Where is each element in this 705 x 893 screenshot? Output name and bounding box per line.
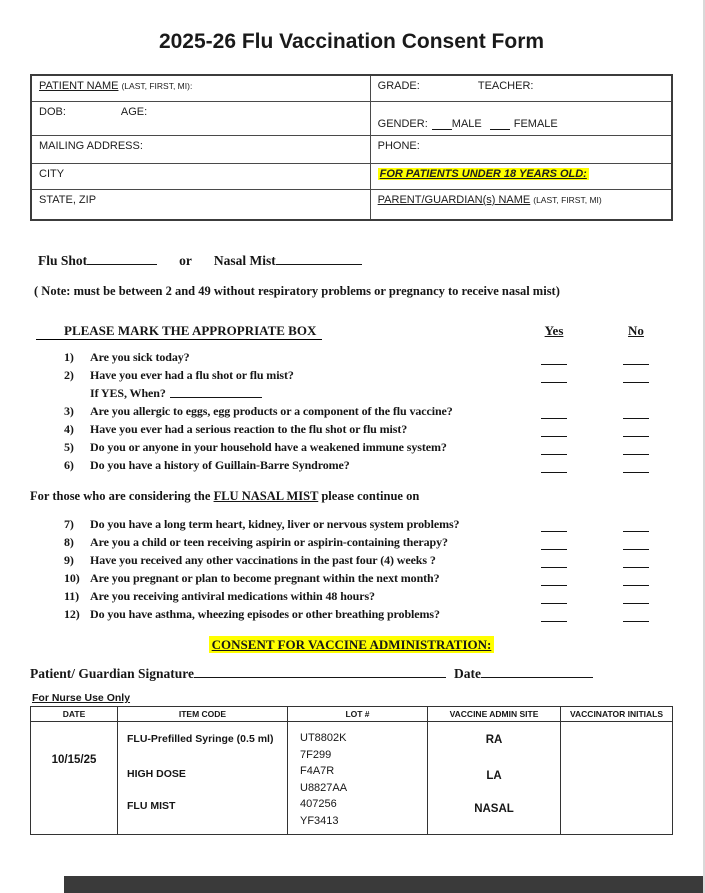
lot-number: UT8802K [300, 732, 347, 744]
yes-blank[interactable] [541, 446, 567, 455]
no-blank[interactable] [623, 428, 649, 437]
question-text: Have you ever had a flu shot or flu mist? [90, 368, 294, 382]
yes-cell [509, 541, 599, 550]
no-cell [599, 523, 673, 532]
signature-label: Patient/ Guardian Signature [30, 666, 195, 681]
question-row [30, 365, 673, 383]
yes-blank[interactable] [541, 428, 567, 437]
nurse-header-item-code: ITEM CODE [118, 707, 288, 722]
question-text: Do you or anyone in your household have a weakened immune system? [90, 440, 447, 454]
city-cell [32, 164, 370, 190]
no-cell [599, 613, 673, 622]
question-number: 10) [64, 571, 80, 585]
question-text: Do you have a history of Guillain-Barre Syndrome? [90, 458, 350, 472]
question-number: 5) [64, 440, 74, 454]
when-blank[interactable] [170, 386, 262, 398]
yes-cell [509, 464, 599, 473]
no-blank[interactable] [623, 577, 649, 586]
question-text: Are you a child or teen receiving aspirin or aspirin-containing therapy? [90, 535, 448, 549]
gender-female-label: FEMALE [513, 118, 558, 130]
yes-cell [509, 428, 599, 437]
no-cell [599, 356, 673, 365]
questions-7-12 [30, 514, 673, 622]
yes-blank[interactable] [541, 577, 567, 586]
teacher-label: TEACHER: [477, 80, 534, 92]
or-label: or [179, 253, 192, 268]
no-blank[interactable] [623, 464, 649, 473]
nurse-date-cell: 10/15/25 [31, 722, 118, 834]
phone-label: PHONE: [377, 140, 420, 152]
no-blank[interactable] [623, 613, 649, 622]
nasal-mist-note: ( Note: must be between 2 and 49 without respiratory problems or pregnancy to receive nasal mist) [34, 284, 560, 298]
nasal-intro-highlight: FLU NASAL MIST [213, 489, 319, 503]
nurse-header-lot: LOT # [288, 707, 428, 722]
yes-blank[interactable] [541, 595, 567, 604]
yes-column-header-wrap [509, 323, 599, 339]
question-number: 11) [64, 589, 80, 603]
question-number: 12) [64, 607, 80, 621]
question-row [30, 514, 673, 532]
under-18-cell [371, 164, 671, 190]
nurse-header-admin-site: VACCINE ADMIN SITE [428, 707, 561, 722]
question-number: 2) [64, 368, 74, 382]
item-code-line: HIGH DOSE [127, 768, 186, 780]
checklist-header-title-wrap [30, 323, 509, 339]
patient-table-left-column [32, 76, 371, 219]
yes-cell [509, 595, 599, 604]
state-zip-label: STATE, ZIP [39, 194, 97, 206]
city-label: CITY [39, 168, 65, 180]
yes-blank[interactable] [541, 410, 567, 419]
question-row [30, 437, 673, 455]
gender-label: GENDER: [377, 118, 428, 130]
signature-line [30, 666, 673, 682]
question-text: Have you ever had a serious reaction to the flu shot or flu mist? [90, 422, 408, 436]
yes-cell [509, 410, 599, 419]
question-sub-row [30, 383, 673, 401]
dob-label: DOB: [39, 106, 66, 118]
under-18-notice: FOR PATIENTS UNDER 18 YEARS OLD: [379, 168, 587, 180]
nurse-use-only-label: For Nurse Use Only [32, 692, 131, 704]
question-text: Are you allergic to eggs, egg products or a component of the flu vaccine? [90, 404, 453, 418]
question-number: 7) [64, 517, 74, 531]
no-cell [599, 559, 673, 568]
no-blank[interactable] [623, 523, 649, 532]
nasal-intro-pre: For those who are considering the [30, 489, 211, 503]
yes-blank[interactable] [541, 541, 567, 550]
patient-info-table [30, 74, 673, 221]
no-cell [599, 464, 673, 473]
question-number: 6) [64, 458, 74, 472]
yes-blank[interactable] [541, 374, 567, 383]
phone-cell [371, 136, 671, 164]
lot-number: F4A7R [300, 765, 335, 777]
question-text: Are you receiving antiviral medications within 48 hours? [90, 589, 375, 603]
yes-cell [509, 374, 599, 383]
yes-cell [509, 613, 599, 622]
nurse-item-code-cell [118, 722, 288, 834]
question-text: Have you received any other vaccinations in the past four (4) weeks ? [90, 553, 436, 567]
mailing-address-cell [32, 136, 370, 164]
grade-teacher-cell [371, 76, 671, 102]
question-number: 4) [64, 422, 74, 436]
no-blank[interactable] [623, 559, 649, 568]
nurse-table [30, 706, 673, 835]
age-label: AGE: [120, 106, 148, 118]
no-cell [599, 428, 673, 437]
question-text-wrap [30, 571, 509, 586]
admin-site: NASAL [474, 803, 514, 815]
question-text: Are you sick today? [90, 350, 190, 364]
nasal-mist-blank[interactable] [276, 253, 362, 265]
signature-blank[interactable] [194, 666, 446, 678]
question-number: 1) [64, 350, 74, 364]
question-row [30, 532, 673, 550]
no-cell [599, 595, 673, 604]
yes-cell [509, 559, 599, 568]
vaccine-choice-line [38, 253, 673, 269]
no-blank[interactable] [623, 541, 649, 550]
question-number: 9) [64, 553, 74, 567]
item-code-line: FLU-Prefilled Syringe (0.5 ml) [127, 733, 274, 745]
state-zip-cell [32, 190, 370, 219]
question-text: Do you have asthma, wheezing episodes or other breathing problems? [90, 607, 440, 621]
nurse-header-vaccinator-initials: VACCINATOR INITIALS [561, 707, 672, 722]
date-blank[interactable] [481, 666, 593, 678]
no-cell [599, 374, 673, 383]
question-text-wrap [30, 535, 509, 550]
yes-column-header: Yes [544, 323, 564, 338]
parent-name-label: PARENT/GUARDIAN(s) NAME [377, 194, 531, 206]
question-text-wrap [30, 422, 509, 437]
nasal-intro-post: please continue on [321, 489, 420, 503]
checklist-header-title: PLEASE MARK THE APPROPRIATE BOX [36, 323, 322, 340]
question-row [30, 401, 673, 419]
no-blank[interactable] [623, 374, 649, 383]
yes-blank[interactable] [541, 559, 567, 568]
flu-shot-blank[interactable] [87, 253, 157, 265]
question-text-wrap [30, 607, 509, 622]
no-cell [599, 410, 673, 419]
question-row [30, 455, 673, 473]
question-text: Do you have a long term heart, kidney, liver or nervous system problems? [90, 517, 460, 531]
patient-table-right-column [371, 76, 671, 219]
gender-cell [371, 102, 671, 136]
question-number: 3) [64, 404, 74, 418]
no-cell [599, 446, 673, 455]
question-row [30, 347, 673, 365]
form-title: 2025-26 Flu Vaccination Consent Form [158, 30, 545, 53]
question-row [30, 586, 673, 604]
patient-name-cell [32, 76, 370, 102]
checklist-header-row [30, 323, 673, 339]
no-column-header-wrap [599, 323, 673, 339]
yes-cell [509, 446, 599, 455]
if-yes-when-wrap [30, 386, 509, 401]
no-cell [599, 577, 673, 586]
patient-name-label: PATIENT NAME [39, 80, 119, 92]
question-row [30, 568, 673, 586]
question-row [30, 604, 673, 622]
nurse-admin-site-cell [428, 722, 561, 834]
scan-artifact-bar [64, 876, 703, 893]
question-text-wrap [30, 458, 509, 473]
question-text-wrap [30, 517, 509, 532]
if-yes-when-label: If YES, When? [90, 386, 166, 400]
question-text-wrap [30, 404, 509, 419]
question-text-wrap [30, 350, 509, 365]
question-text: Are you pregnant or plan to become pregnant within the next month? [90, 571, 440, 585]
gender-male-label: MALE [451, 118, 482, 130]
mailing-address-label: MAILING ADDRESS: [39, 140, 143, 152]
flu-shot-label: Flu Shot [38, 253, 88, 268]
consent-heading-wrap [30, 637, 673, 653]
yes-cell [509, 577, 599, 586]
lot-number: 407256 [300, 798, 337, 810]
nasal-mist-section-intro [30, 489, 673, 504]
no-cell [599, 541, 673, 550]
admin-site: LA [486, 770, 502, 782]
no-column-header: No [628, 323, 644, 338]
yes-cell [509, 356, 599, 365]
lot-number: YF3413 [300, 814, 339, 827]
question-text-wrap [30, 440, 509, 455]
question-text-wrap [30, 368, 509, 383]
consent-heading: CONSENT FOR VACCINE ADMINISTRATION: [209, 636, 495, 653]
questions-1-6 [30, 347, 673, 473]
question-text-wrap [30, 553, 509, 568]
nurse-vaccinator-initials-cell [561, 722, 672, 834]
patient-name-format-note: (LAST, FIRST, MI): [121, 81, 193, 91]
yes-blank[interactable] [541, 613, 567, 622]
no-blank[interactable] [623, 446, 649, 455]
yes-blank[interactable] [541, 356, 567, 365]
item-code-line: FLU MIST [127, 800, 176, 812]
question-text-wrap [30, 589, 509, 604]
no-blank[interactable] [623, 356, 649, 365]
parent-name-cell [371, 190, 671, 219]
date-label: Date [454, 666, 482, 681]
yes-cell [509, 523, 599, 532]
question-row [30, 550, 673, 568]
gender-male-blank[interactable] [432, 118, 452, 130]
parent-name-format-note: (LAST, FIRST, MI) [533, 195, 602, 205]
admin-site: RA [485, 734, 503, 746]
question-row [30, 419, 673, 437]
nurse-lot-cell [288, 722, 428, 834]
nurse-header-date: DATE [31, 707, 118, 722]
yes-blank[interactable] [541, 464, 567, 473]
nasal-mist-label: Nasal Mist [213, 253, 276, 268]
lot-number: U8827AA [300, 781, 348, 794]
question-number: 8) [64, 535, 74, 549]
dob-age-cell [32, 102, 370, 136]
gender-female-blank[interactable] [490, 118, 510, 130]
no-blank[interactable] [623, 595, 649, 604]
lot-number: 7F299 [300, 748, 332, 761]
grade-label: GRADE: [377, 80, 420, 92]
no-blank[interactable] [623, 410, 649, 419]
yes-blank[interactable] [541, 523, 567, 532]
